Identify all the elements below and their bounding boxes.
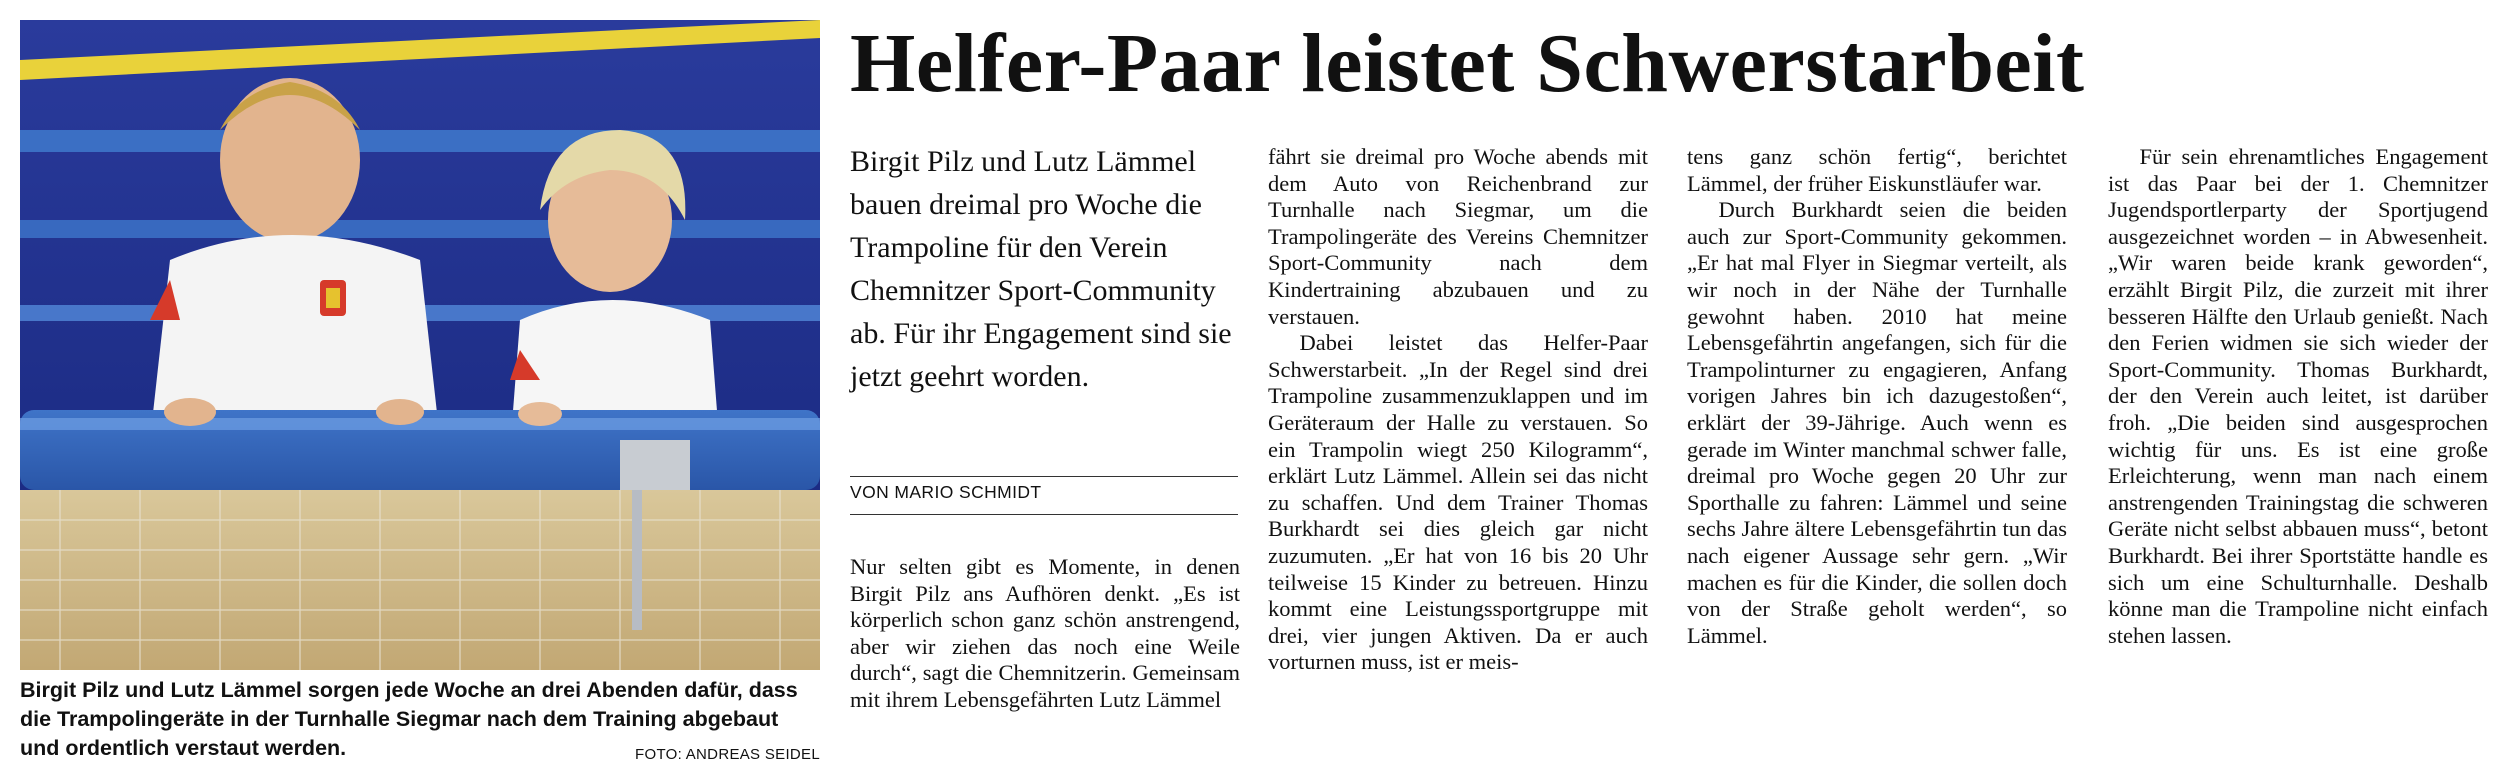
byline-rule-top [850, 476, 1238, 477]
column-3-paragraph-1: tens ganz schön fertig“, berichtet Lämmel, der früher Eiskunstläufer war. [1687, 144, 2067, 196]
column-4-paragraph-1: Für sein ehrenamtliches Engagement ist das Paar bei der 1. Chemnitzer Jugendsportlerparty der Sportjugend ausgezeichnet worden – in Abwesenheit. „Wir waren beide krank geworden“, erzählt Birgit Pilz, die zurzeit mit ihrer besseren Hälfte den Urlaub genießt. Nach den Ferien widmen sie sich wieder der Sport-Community. Thomas Burkhardt, der den Verein auch leitet, ist darüber froh. „Die beiden sind ausgesprochen wichtig für uns. Es ist eine große Erleichterung, wenn man nach einem anstrengenden Trainingstag die schweren Geräte nicht selbst abbauen muss“, betont Burkhardt. Bei ihrer Sportstätte handle es sich um eine Schulturnhalle. Deshalb könne man die Trampoline nicht einfach stehen lassen. [2108, 144, 2488, 648]
article-column-2 [1268, 144, 1648, 676]
column-2-paragraph-1: fährt sie dreimal pro Woche abends mit dem Auto von Reichenbrand zur Turnhalle nach Siegmar, um die Trampolingeräte des Vereins Chemnitzer Sport-Community nach dem Kindertraining abzubauen und zu verstauen. [1268, 144, 1648, 329]
column-3-paragraph-2: Durch Burkhardt seien die beiden auch zur Sport-Community gekommen. „Er hat mal Flyer in Siegmar verteilt, als wir noch in der Nähe der Turnhalle gewohnt haben. 2010 hat meine Lebensgefährtin angefangen, sich für die Trampolinturner zu engagieren, Anfang vorigen Jahres bin ich dazugestoßen“, erklärt der 39-Jährige. Auch wenn es gerade im Winter manchmal schwer falle, dreimal pro Woche gegen 20 Uhr zur Sporthalle zu fahren: Lämmel und seine sechs Jahre ältere Lebensgefährtin tun das nach eigener Aussage sehr gern. „Wir machen es für die Kinder, die sollen doch von der Straße geholt werden“, so Lämmel. [1687, 197, 2067, 648]
photo-caption [20, 676, 820, 769]
column-1-paragraph-1: Nur selten gibt es Momente, in denen Birgit Pilz ans Aufhören denkt. „Es ist körperlich schon ganz schön anstrengend, aber wir ziehen das noch eine Weile durch“, sagt die Chemnitzerin. Gemeinsam mit ihrem Lebensgefährten Lutz Lämmel [850, 554, 1240, 712]
photo-caption-text: Birgit Pilz und Lutz Lämmel sorgen jede Woche an drei Abenden dafür, dass die Trampolingeräte in der Turnhalle Siegmar nach dem Training abgebaut und ordentlich verstaut werden. [20, 678, 798, 760]
article-column-4 [2108, 144, 2488, 649]
article-byline: VON MARIO SCHMIDT [850, 482, 1042, 502]
article-column-3 [1687, 144, 2067, 649]
photo-credit: FOTO: ANDREAS SEIDEL [635, 746, 820, 763]
article-photo [20, 20, 820, 670]
column-2-paragraph-2: Dabei leistet das Helfer-Paar Schwerstarbeit. „In der Regel sind drei Trampoline zusammenzuklappen und im Geräteraum der Halle zu verstauen. So ein Trampolin wiegt 250 Kilogramm“, erklärt Lutz Lämmel. Allein sei das nicht zu schaffen. Und dem Trainer Thomas Burkhardt sei dies gleich gar nicht zuzumuten. „Er hat von 16 bis 20 Uhr teilweise 15 Kinder zu betreuen. Hinzu kommt eine Leistungssportgruppe mit drei, vier jungen Aktiven. Da er auch vorturnen muss, ist er meis- [1268, 330, 1648, 675]
article-lead: Birgit Pilz und Lutz Lämmel bauen dreimal pro Woche die Trampoline für den Verein Chemnitzer Sport-Community ab. Für ihr Engagement sind sie jetzt geehrt worden. [850, 145, 1232, 393]
byline-rule-bottom [850, 514, 1238, 515]
article-headline: Helfer-Paar leistet Schwerstarbeit [850, 17, 2085, 110]
photo-illustration [20, 20, 820, 670]
article-column-1 [850, 554, 1240, 714]
